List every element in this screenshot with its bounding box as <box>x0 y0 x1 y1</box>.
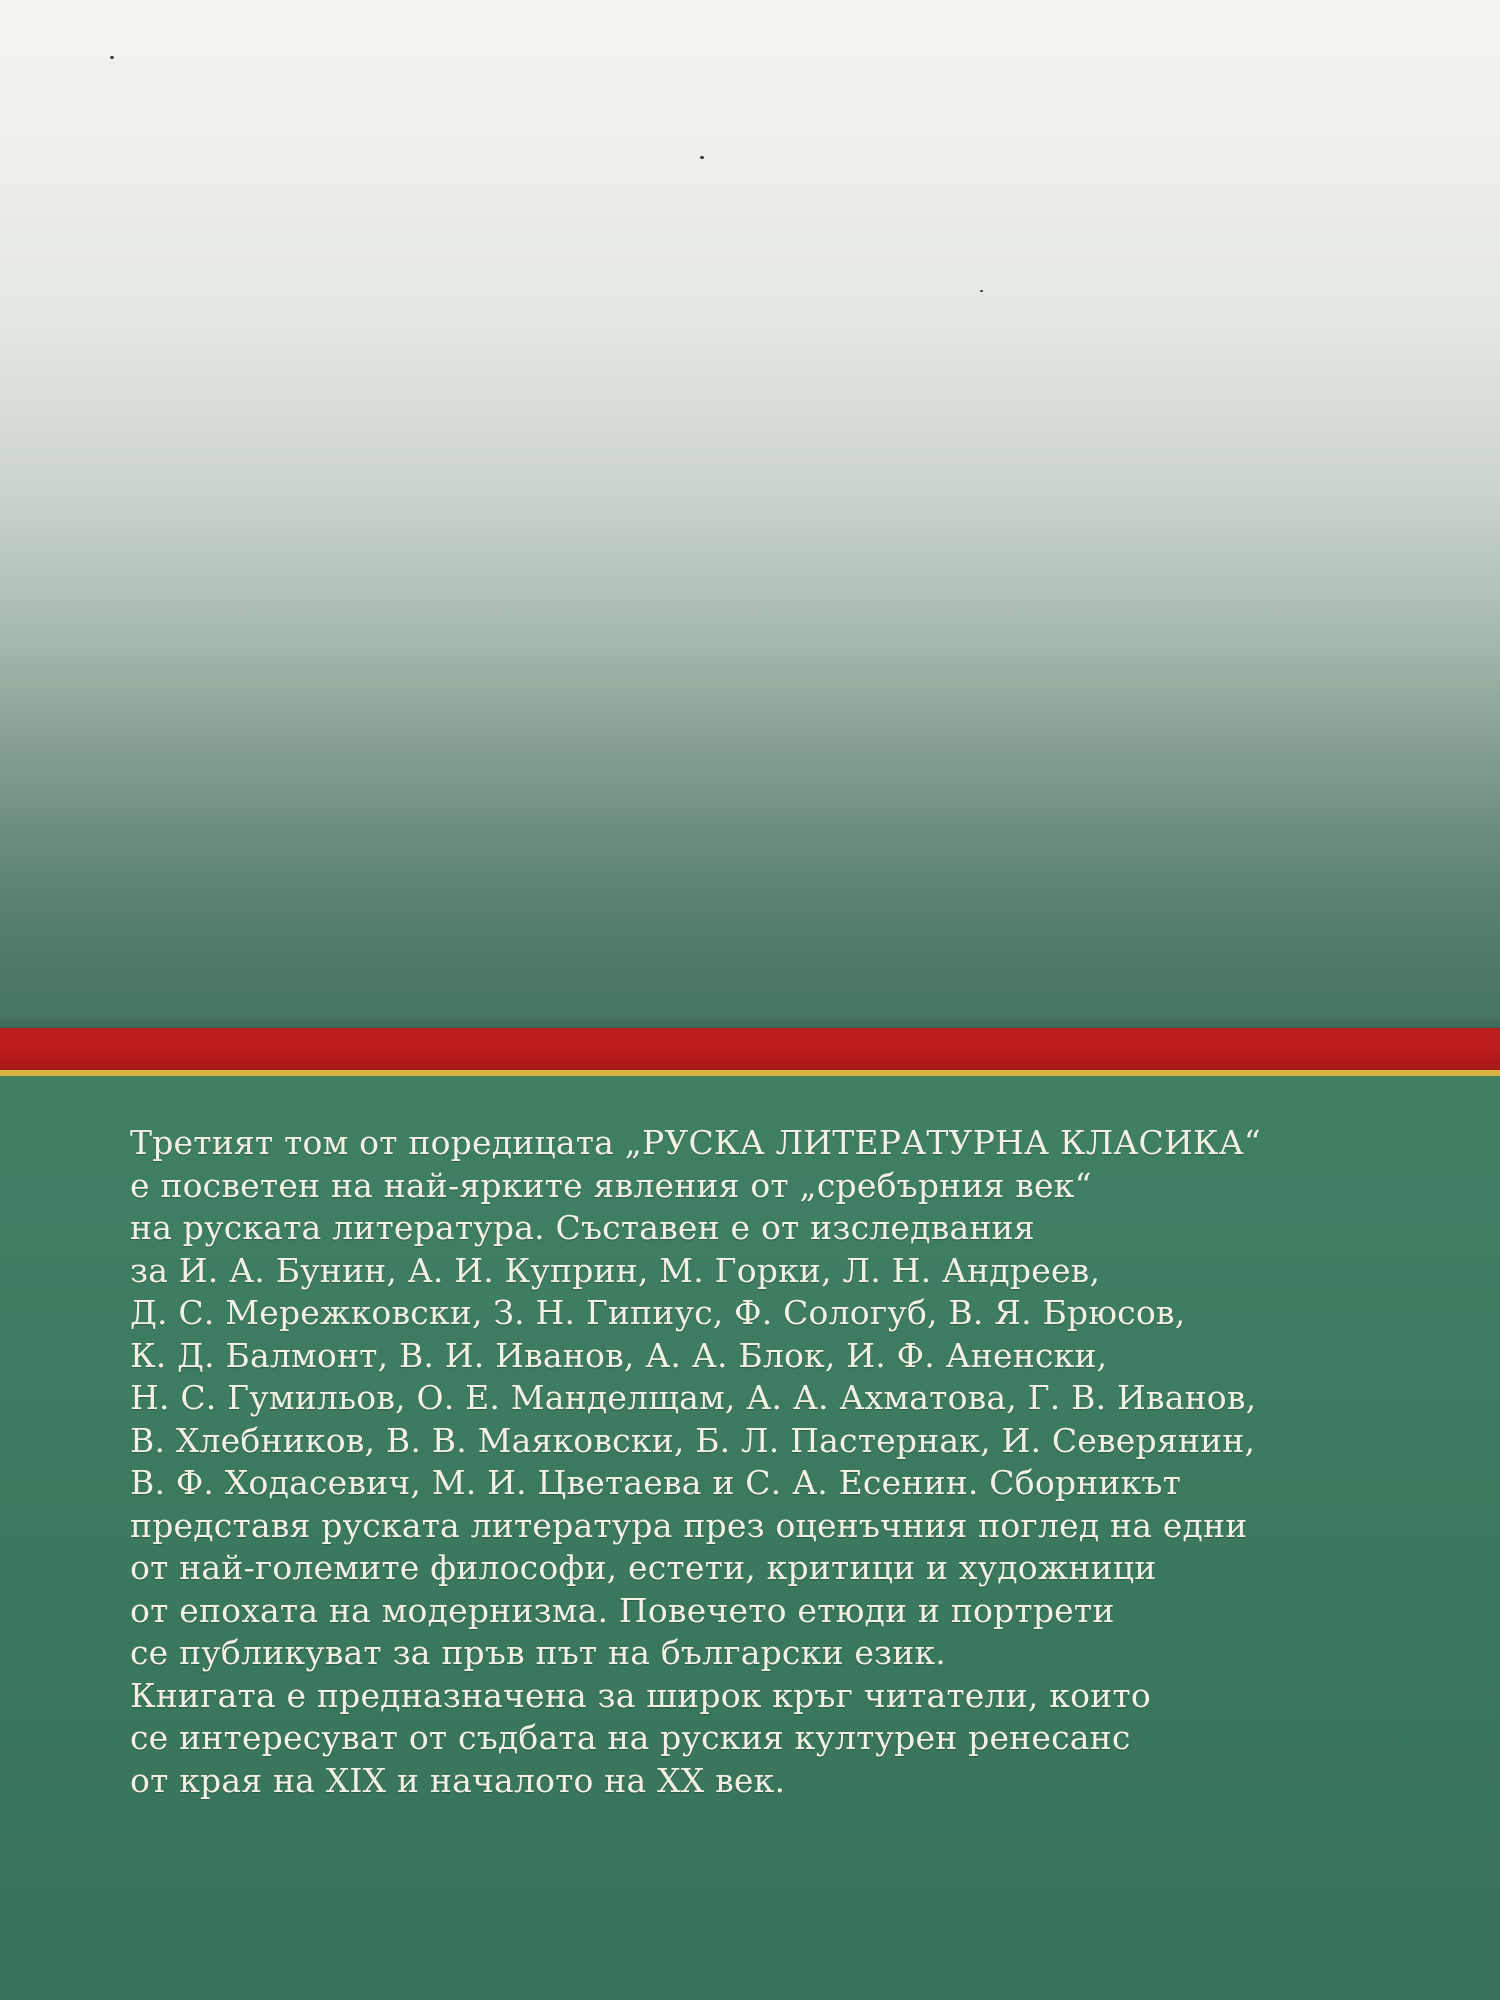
speck <box>110 56 114 59</box>
description-line: Третият том от поредицата „РУСКА ЛИТЕРАТУРНА КЛАСИКА“ <box>130 1123 1261 1162</box>
speck <box>980 290 983 292</box>
description-line: Книгата е предназначена за широк кръг читатели, които <box>130 1675 1151 1715</box>
description-line: за И. А. Бунин, А. И. Куприн, М. Горки, Л. Н. Андреев, <box>130 1250 1101 1290</box>
speck <box>700 156 704 159</box>
description-line: Д. С. Мережковски, З. Н. Гипиус, Ф. Сологуб, В. Я. Брюсов, <box>130 1293 1186 1332</box>
description-line: представя руската литература през оценъчния поглед на едни <box>130 1505 1248 1545</box>
description-line: от края на XIX и началото на XX век. <box>130 1760 786 1800</box>
description-line: от най-големите философи, естети, критици и художници <box>130 1548 1157 1587</box>
description-line: К. Д. Балмонт, В. И. Иванов, А. А. Блок, И. Ф. Аненски, <box>130 1335 1108 1375</box>
description-line: се интересуват от съдбата на руския културен ренесанс <box>130 1718 1131 1757</box>
description-line: се публикуват за пръв път на български език. <box>130 1633 946 1672</box>
description-line: от епохата на модернизма. Повечето етюди и портрети <box>130 1590 1115 1630</box>
red-band <box>0 1028 1500 1072</box>
description-line: Н. С. Гумильов, О. Е. Манделщам, А. А. Ахматова, Г. В. Иванов, <box>130 1378 1257 1417</box>
description-line: е посветен на най-ярките явления от „сребърния век“ <box>130 1165 1092 1205</box>
description-line: В. Ф. Ходасевич, М. И. Цветаева и С. А. Есенин. Сборникът <box>130 1463 1182 1502</box>
description-line: В. Хлебников, В. В. Маяковски, Б. Л. Пастернак, И. Северянин, <box>130 1420 1256 1460</box>
description-line: на руската литература. Съставен е от изследвания <box>130 1208 1035 1247</box>
description-text <box>130 1122 1470 1802</box>
